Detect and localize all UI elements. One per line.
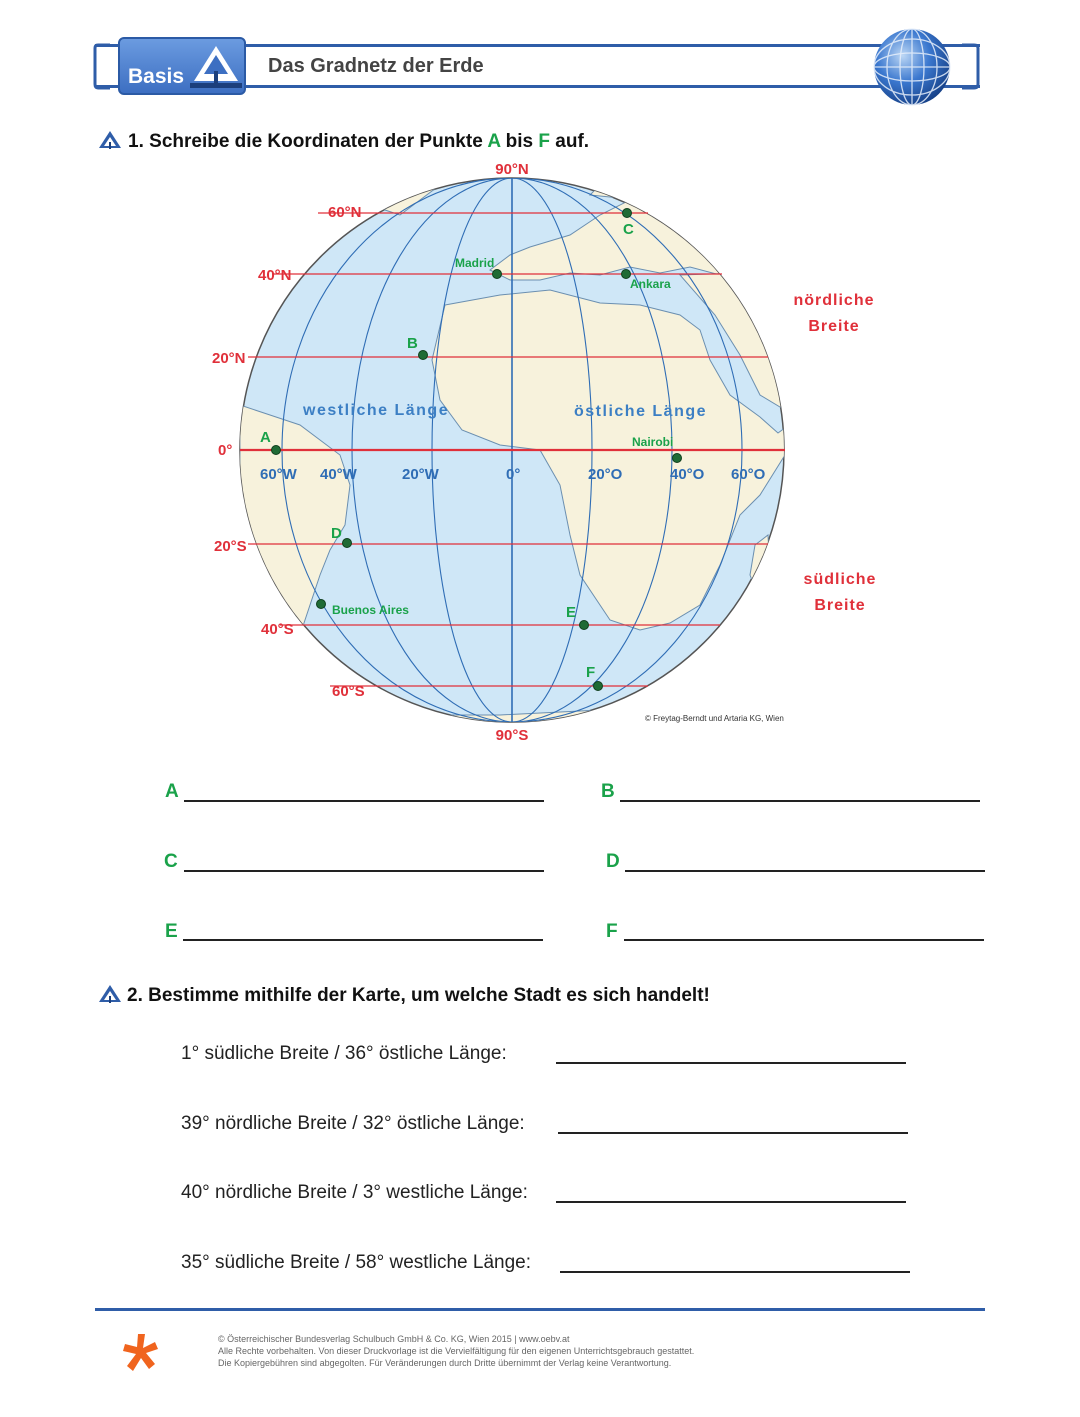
lon-label-20w: 20°W [402, 466, 439, 483]
publisher-star-icon [118, 1330, 164, 1376]
answer-a-letter: A [165, 781, 179, 802]
point-c-label: C [623, 221, 634, 238]
answer-c-letter: C [164, 851, 178, 872]
land-scandinavia [590, 155, 700, 200]
task1-text-after: auf. [555, 131, 590, 152]
basis-label: Basis [128, 65, 185, 88]
task2-heading [127, 985, 710, 1007]
task2-answer-line-3[interactable] [556, 1201, 906, 1203]
north-latitude-word2: Breite [808, 318, 860, 335]
map-copyright: © Freytag-Berndt und Artaria KG, Wien [645, 714, 784, 723]
answer-a-line[interactable] [184, 800, 544, 802]
page-title: Das Gradnetz der Erde [268, 55, 484, 77]
lat-label-0: 0° [218, 442, 233, 459]
lon-label-40w: 40°W [320, 466, 357, 483]
lon-label-40o: 40°O [670, 466, 705, 483]
answer-e-letter: E [165, 921, 178, 942]
answer-f-letter: F [606, 921, 618, 942]
task2-number: 2. [127, 985, 143, 1006]
globe-icon [870, 26, 954, 108]
basis-badge [118, 37, 246, 95]
task2-item-3: 40° nördliche Breite / 3° westliche Länge: [181, 1182, 528, 1203]
answer-b-line[interactable] [620, 800, 980, 802]
pole-south-label: 90°S [495, 727, 529, 744]
point-f-label: F [586, 664, 596, 681]
madrid-label: Madrid [455, 256, 495, 270]
point-d-label: D [331, 525, 342, 542]
buenos-aires-label: Buenos Aires [332, 603, 409, 617]
south-latitude-word1: südliche [803, 571, 877, 588]
south-latitude-word2: Breite [814, 597, 866, 614]
task2-answer-line-2[interactable] [558, 1132, 908, 1134]
point-a-label: A [260, 429, 271, 446]
west-longitude-label: westliche Länge [303, 402, 450, 419]
point-a-dot [272, 446, 281, 455]
task1-text-before: Schreibe die Koordinaten der Punkte [149, 131, 483, 152]
task1-point-a: A [487, 131, 501, 152]
answer-c-line[interactable] [184, 870, 544, 872]
task1-heading [128, 131, 589, 153]
lat-label-40s: 40°S [261, 621, 294, 638]
lon-label-60o: 60°O [731, 466, 766, 483]
triangle-level-icon [190, 43, 242, 91]
task1-middle: bis [505, 131, 534, 152]
ankara-label: Ankara [630, 277, 671, 291]
task2-answer-line-4[interactable] [560, 1271, 910, 1273]
answer-d-line[interactable] [625, 870, 985, 872]
pole-north-label: 90°N [495, 161, 529, 178]
bracket-right-icon [958, 42, 984, 92]
answer-e-line[interactable] [183, 939, 543, 941]
answer-f-line[interactable] [624, 939, 984, 941]
task2-item-4: 35° südliche Breite / 58° westliche Länge: [181, 1252, 532, 1273]
answer-d-letter: D [606, 851, 620, 872]
lat-label-60n: 60°N [328, 204, 362, 221]
footer-rule [95, 1308, 985, 1311]
lat-label-20n: 20°N [212, 350, 246, 367]
lon-label-0: 0° [506, 466, 521, 483]
task-level-icon [98, 130, 122, 150]
lat-label-40n: 40°N [258, 267, 292, 284]
lat-label-20s: 20°S [214, 538, 247, 555]
point-e-dot [580, 621, 589, 630]
task2-answer-line-1[interactable] [556, 1062, 906, 1064]
task1-number: 1. [128, 131, 144, 152]
point-f-dot [594, 682, 603, 691]
lon-label-60w: 60°W [260, 466, 297, 483]
lat-label-60s: 60°S [332, 683, 365, 700]
task2-level-icon [98, 984, 122, 1004]
nairobi-dot [673, 454, 682, 463]
north-latitude-word1: nördliche [793, 292, 875, 309]
footer-line-3: Die Kopiergebühren sind abgegolten. Für Veränderungen durch Dritte übernimmt der Verlag keine Verantwortung. [218, 1358, 672, 1368]
task2-item-2: 39° nördliche Breite / 32° östliche Länge: [181, 1113, 525, 1134]
point-b-label: B [407, 335, 418, 352]
north-latitude-label [782, 288, 886, 340]
point-d-dot [343, 539, 352, 548]
task2-item-1: 1° südliche Breite / 36° östliche Länge: [181, 1043, 507, 1064]
lon-label-20o: 20°O [588, 466, 623, 483]
task1-point-f: F [538, 131, 550, 152]
point-c-dot [623, 209, 632, 218]
footer-line-1: © Österreichischer Bundesverlag Schulbuch GmbH & Co. KG, Wien 2015 | www.oebv.at [218, 1334, 570, 1344]
footer-copyright [218, 1333, 838, 1369]
nairobi-label: Nairobi [632, 435, 674, 449]
bracket-left-icon [92, 42, 114, 92]
footer-line-2: Alle Rechte vorbehalten. Von dieser Druckvorlage ist die Vervielfältigung für den eigenen Unterrichtsgebrauch gestattet. [218, 1346, 695, 1356]
madrid-dot [493, 270, 502, 279]
south-latitude-label [788, 567, 892, 619]
globe-map [200, 155, 800, 745]
buenos-aires-dot [317, 600, 326, 609]
point-b-dot [419, 351, 428, 360]
point-e-label: E [566, 604, 577, 621]
task2-text: Bestimme mithilfe der Karte, um welche Stadt es sich handelt! [148, 985, 710, 1006]
east-longitude-label: östliche Länge [574, 403, 708, 420]
answer-b-letter: B [601, 781, 615, 802]
